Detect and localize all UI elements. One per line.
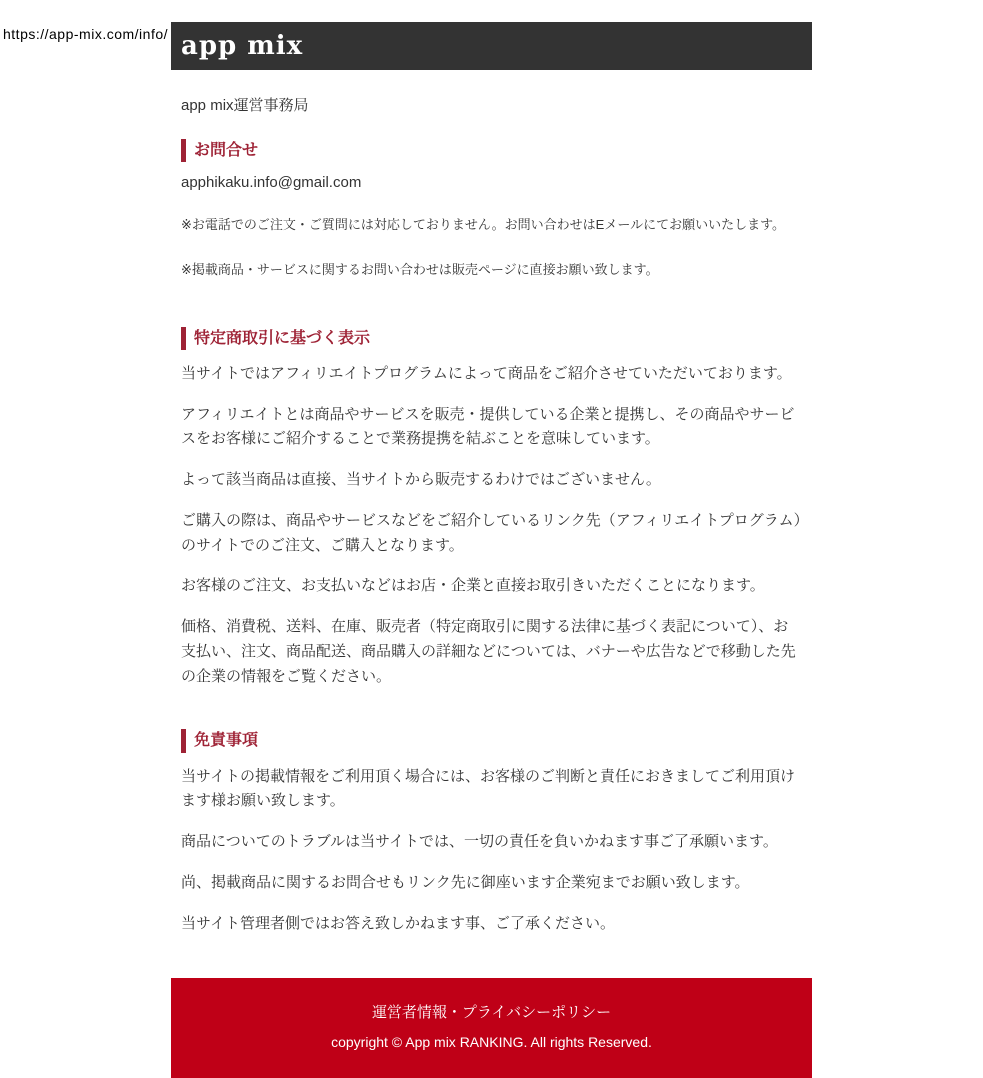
page-content xyxy=(171,94,812,936)
tokushoho-paragraph: ご購入の際は、商品やサービスなどをご紹介しているリンク先（アフィリエイトプログラム）のサイトでのご注文、ご購入となります。 xyxy=(181,511,802,554)
section-heading-tokushoho: 特定商取引に基づく表示 xyxy=(181,327,802,350)
site-header xyxy=(171,22,812,70)
section-heading-contact: お問合せ xyxy=(181,139,802,162)
disclaimer-paragraph: 当サイト管理者側ではお答え致しかねます事、ご了承ください。 xyxy=(181,914,615,932)
tokushoho-paragraph: 当サイトではアフィリエイトプログラムによって商品をご紹介させていただいております。 xyxy=(181,364,792,382)
site-footer xyxy=(171,978,812,1078)
contact-email-text: apphikaku.info@gmail.com xyxy=(181,174,362,192)
disclaimer-paragraph: 商品についてのトラブルは当サイトでは、一切の責任を負いかねます事ご了承願います。 xyxy=(181,833,778,851)
site-title-link[interactable]: app mix xyxy=(181,31,304,61)
page xyxy=(0,22,983,1051)
footer-privacy-policy-link[interactable]: 運営者情報・プライバシーポリシー xyxy=(371,1004,612,1022)
tokushoho-paragraph: お客様のご注文、お支払いなどはお店・企業と直接お取引きいただくことになります。 xyxy=(181,577,765,595)
page-url-text: https://app-mix.com/info/ xyxy=(3,26,169,42)
tokushoho-paragraph: よって該当商品は直接、当サイトから販売するわけではございません。 xyxy=(181,471,661,489)
contact-note: ※お電話でのご注文・ご質問には対応しておりません。お問い合わせはEメールにてお願いいたします。 xyxy=(181,217,786,233)
disclaimer-paragraph: 当サイトの掲載情報をご利用頂く場合には、お客様のご判断と責任におきましてご利用頂けます様お願い致します。 xyxy=(181,767,795,810)
operator-name-text: app mix運営事務局 xyxy=(181,97,309,114)
main-column xyxy=(171,22,812,1078)
section-heading-disclaimer: 免責事項 xyxy=(181,729,802,752)
tokushoho-paragraph: アフィリエイトとは商品やサービスを販売・提供している企業と提携し、その商品やサービスをお客様にご紹介することで業務提携を結ぶことを意味しています。 xyxy=(181,405,795,448)
tokushoho-paragraph: 価格、消費税、送料、在庫、販売者（特定商取引に関する法律に基づく表記について）、お支払い、注文、商品配送、商品購入の詳細などについては、バナーや広告などで移動した先の企業の情報をご覧ください。 xyxy=(181,618,796,685)
contact-note: ※掲載商品・サービスに関するお問い合わせは販売ページに直接お願い致します。 xyxy=(181,261,659,277)
footer-copyright-text: copyright © App mix RANKING. All rights Reserved. xyxy=(331,1034,652,1051)
disclaimer-paragraph: 尚、掲載商品に関するお問合せもリンク先に御座います企業宛までお願い致します。 xyxy=(181,873,750,891)
